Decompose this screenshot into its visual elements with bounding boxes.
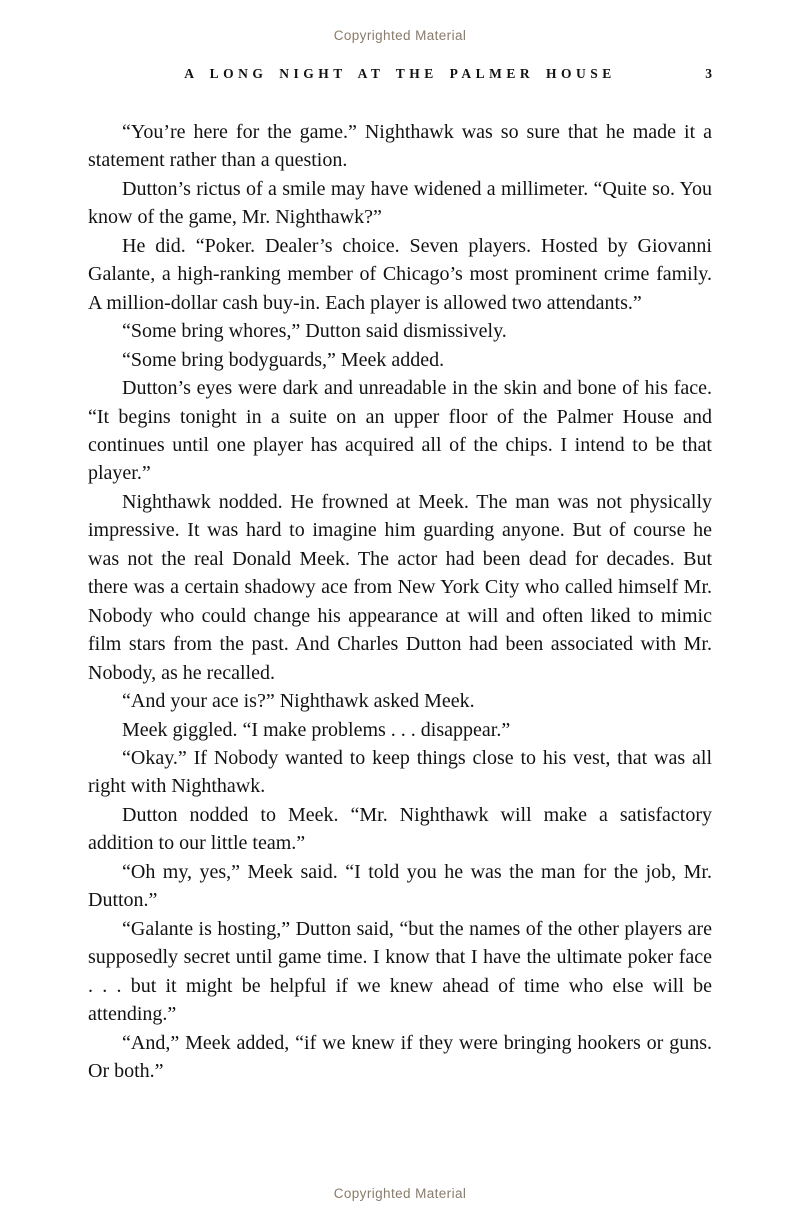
paragraph: Nighthawk nodded. He frowned at Meek. The man was not physically impressive. It was hard to imagine him guarding anyone. But of course he was not the real Donald Meek. The actor had been dead for decades. But there was a certain shadowy ace from New York City who called himself Mr. Nobody who could change his appearance at will and often liked to mimic film stars from the past. And Charles Dutton had been associated with Mr. Nobody, as he recalled. (88, 490, 712, 684)
paragraph: “Some bring whores,” Dutton said dismissively. (122, 320, 507, 343)
page-body (88, 118, 712, 1085)
paragraph: “And your ace is?” Nighthawk asked Meek. (122, 690, 475, 713)
copyright-notice-top: Copyrighted Material (333, 28, 467, 43)
paragraph: He did. “Poker. Dealer’s choice. Seven players. Hosted by Giovanni Galante, a high-ranking member of Chicago’s most prominent crime family. A million-dollar cash buy-in. Each player is allowed two attendants.” (88, 234, 712, 314)
paragraph: “Galante is hosting,” Dutton said, “but the names of the other players are supposedly secret until game time. I know that I have the ultimate poker face . . . but it might be helpful if we knew ahead of time who else will be attending.” (88, 917, 712, 1026)
running-head-row (88, 66, 712, 86)
copyright-notice-bottom: Copyrighted Material (333, 1186, 467, 1201)
paragraph: Meek giggled. “I make problems . . . disappear.” (122, 718, 511, 741)
paragraph: Dutton’s rictus of a smile may have widened a millimeter. “Quite so. You know of the game, Mr. Nighthawk?” (88, 177, 712, 229)
paragraph: “And,” Meek added, “if we knew if they were bringing hookers or guns. Or both.” (88, 1031, 712, 1082)
paragraph: “Oh my, yes,” Meek said. “I told you he was the man for the job, Mr. Dutton.” (88, 860, 712, 912)
paragraph: “You’re here for the game.” Nighthawk was so sure that he made it a statement rather than a question. (88, 121, 712, 172)
running-head: A LONG NIGHT AT THE PALMER HOUSE (184, 66, 616, 81)
paragraph: Dutton’s eyes were dark and unreadable in the skin and bone of his face. “It begins tonight in a suite on an upper floor of the Palmer House and continues until one player has acquired all of the chips. I intend to be that player.” (88, 377, 712, 485)
paragraph: “Okay.” If Nobody wanted to keep things close to his vest, that was all right with Nighthawk. (88, 746, 712, 798)
paragraph: “Some bring bodyguards,” Meek added. (122, 348, 445, 371)
page-number: 3 (705, 66, 712, 81)
paragraph: Dutton nodded to Meek. “Mr. Nighthawk will make a satisfactory addition to our little team.” (88, 803, 712, 855)
